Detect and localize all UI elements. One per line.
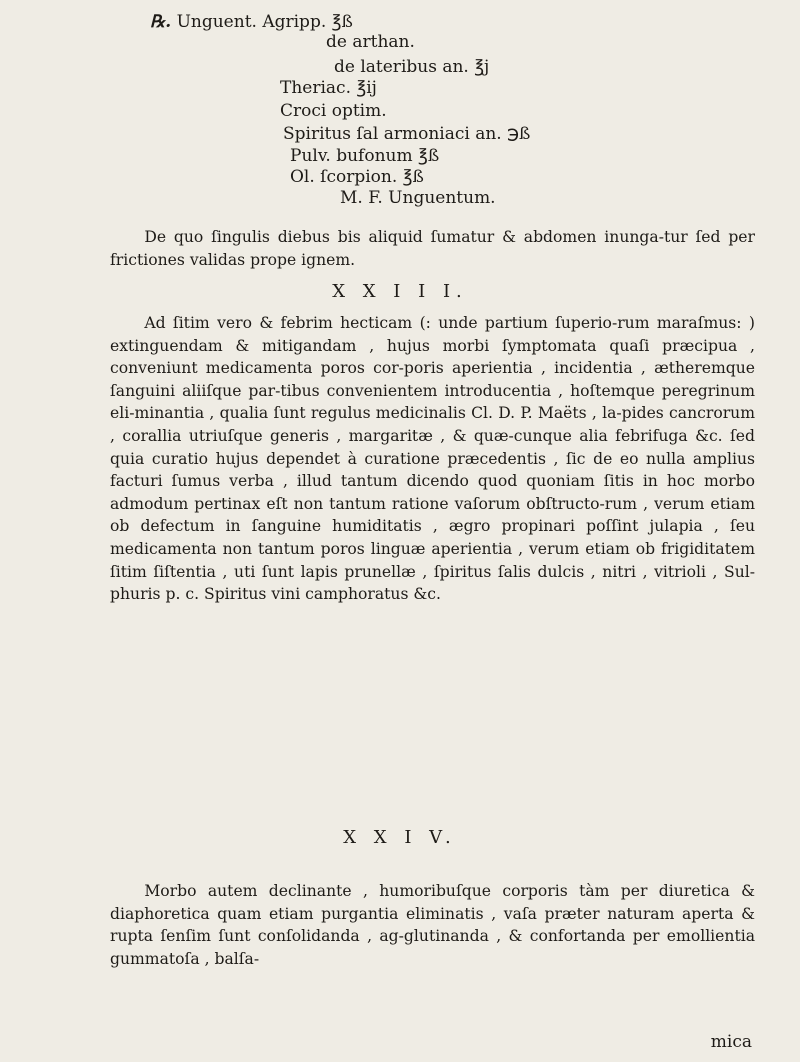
recipe-line-7: Pulv. bufonum ℥ß: [290, 146, 440, 166]
recipe-line-1-text: Unguent. Agripp. ℥ß: [176, 12, 353, 32]
section-heading-xxiv: X X I V.: [343, 827, 457, 848]
recipe-line-2: de arthan.: [326, 32, 415, 52]
paragraph-3: [110, 880, 755, 970]
recipe-line-9: M. F. Unguentum.: [340, 188, 496, 208]
paragraph-1: [110, 226, 755, 271]
paragraph-2-text: Ad ſitim vero & febrim hecticam (: unde partium ſuperio-rum maraſmus: ) extinguendam & mitigandam , hujus morbi ſymptomata quaſi præcipua , conveniunt medicamenta poros cor-poris aperientia , incidentia , ætheremque ſanguini aliiſque par-tibus convenientem introducentia , hoſtemque peregrinum eli-minantia , qualia ſunt regulus medicinalis Cl. D. P. Maëts , la-pides cancrorum , corallia utriuſque generis , margaritæ , & quæ-cunque alia febrifuga &c. ſed quia curatio hujus dependet à curatione præcedentis , ſic de eo nulla amplius facturi ſumus verba , illud tantum dicendo quod quoniam ſitis in hoc morbo admodum pertinax eſt non tantum ratione vaſorum obſtructo-rum , verum etiam ob defectum in ſanguine humiditatis , ægro propinari poſſint julapia , ſeu medicamenta non tantum poros linguæ aperientia , verum etiam ob frigiditatem ſitim ſiſtentia , uti ſunt lapis prunellæ , ſpiritus ſalis dulcis , nitri , vitrioli , Sul-phuris p. c. Spiritus vini camphoratus &c.: [110, 314, 755, 604]
catchword: mica: [710, 1032, 752, 1052]
recipe-symbol: ℞.: [150, 12, 172, 32]
recipe-line-3: de lateribus an. ℥j: [334, 57, 490, 77]
recipe-line-6: Spiritus ſal armoniaci an. ℈ß: [283, 124, 531, 144]
paragraph-3-text: Morbo autem declinante , humoribuſque corporis tàm per diuretica & diaphoretica quam etiam purgantia eliminatis , vaſa præter naturam aperta & rupta ſenſim ſunt conſolidanda , ag-glutinanda , & confortanda per emollientia gummatoſa , balſa-: [110, 882, 755, 968]
recipe-line-5: Croci optim.: [280, 101, 387, 121]
recipe-line-1: [150, 12, 353, 32]
section-heading-xxiii: X X I I I.: [332, 281, 468, 302]
recipe-line-8: Ol. ſcorpion. ℥ß: [290, 167, 424, 187]
paragraph-1-text: De quo ſingulis diebus bis aliquid ſumatur & abdomen inunga-tur ſed per frictiones validas prope ignem.: [110, 228, 755, 269]
recipe-line-4: Theriac. ℥ij: [280, 78, 377, 98]
paragraph-2: [110, 312, 755, 606]
